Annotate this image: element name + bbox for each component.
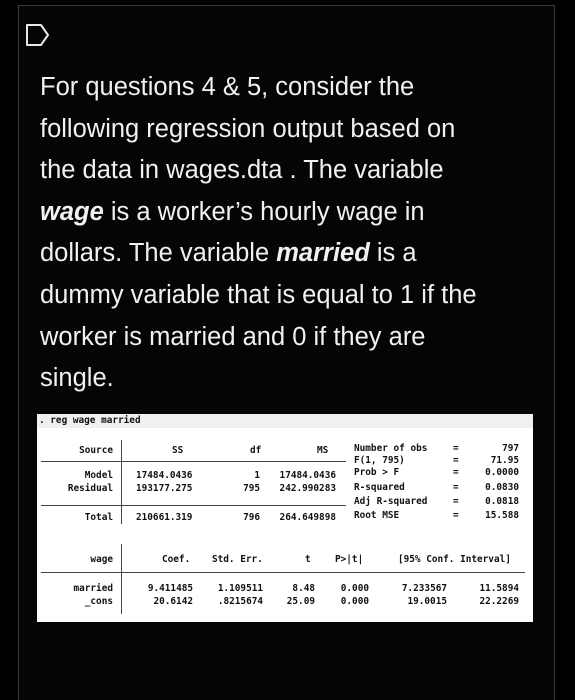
question-line-7: worker is married and 0 if they are bbox=[40, 322, 426, 351]
row-cons-p: 0.000 bbox=[340, 596, 369, 607]
stat-value: 0.0818 bbox=[485, 496, 519, 507]
anova-divider bbox=[121, 440, 122, 524]
row-residual-ss: 193177.275 bbox=[136, 483, 193, 494]
stat-label: F(1, 795) bbox=[354, 455, 405, 466]
row-cons-ci-low: 19.0015 bbox=[407, 596, 447, 607]
header-p: P>|t| bbox=[335, 554, 364, 565]
row-residual-ms: 242.990283 bbox=[279, 483, 336, 494]
row-married-t: 8.48 bbox=[292, 583, 315, 594]
question-line-5-start: dollars. The variable bbox=[40, 239, 277, 268]
row-residual-df: 795 bbox=[243, 483, 260, 494]
row-total-df: 796 bbox=[243, 512, 260, 523]
stat-label: Prob > F bbox=[354, 467, 400, 478]
question-line-5-end: is a bbox=[369, 239, 417, 268]
row-model-ss: 17484.0436 bbox=[136, 470, 193, 481]
row-residual-source: Residual bbox=[67, 483, 113, 494]
row-cons-se: .8215674 bbox=[217, 596, 263, 607]
header-ss: SS bbox=[172, 445, 184, 456]
row-married-se: 1.109511 bbox=[217, 583, 263, 594]
stata-command: . reg wage married bbox=[37, 414, 533, 428]
header-ms: MS bbox=[317, 445, 329, 456]
variable-wage: wage bbox=[40, 197, 104, 226]
header-t: t bbox=[305, 554, 311, 565]
variable-married: married bbox=[276, 239, 370, 268]
question-line-5 bbox=[40, 233, 540, 275]
anova-rule-2 bbox=[41, 505, 346, 506]
row-married-p: 0.000 bbox=[340, 583, 369, 594]
header-std-err: Std. Err. bbox=[212, 554, 263, 565]
header-df: df bbox=[250, 445, 262, 456]
stat-eq: = bbox=[453, 467, 459, 478]
anova-rule-1 bbox=[41, 461, 346, 462]
row-married-ci-low: 7.233567 bbox=[401, 583, 447, 594]
stat-value: 0.0000 bbox=[485, 467, 519, 478]
stat-value: 797 bbox=[502, 443, 519, 454]
row-cons-t: 25.09 bbox=[286, 596, 315, 607]
row-total-source: Total bbox=[84, 512, 113, 523]
stat-label: R-squared bbox=[354, 482, 405, 493]
row-model-source: Model bbox=[84, 470, 113, 481]
question-line-4 bbox=[40, 192, 540, 234]
question-line-1: For questions 4 & 5, consider the bbox=[40, 73, 415, 101]
stat-label: Adj R-squared bbox=[354, 496, 428, 507]
row-married-coef: 9.411485 bbox=[147, 583, 193, 594]
question-line-8: single. bbox=[40, 364, 114, 393]
row-cons-ci-high: 22.2269 bbox=[479, 596, 519, 607]
stat-value: 0.0830 bbox=[485, 482, 519, 493]
stat-label: Number of obs bbox=[354, 443, 428, 454]
stat-value: 71.95 bbox=[490, 455, 519, 466]
row-cons-var: _cons bbox=[84, 596, 113, 607]
row-married-var: married bbox=[73, 583, 113, 594]
header-coef: Coef. bbox=[162, 554, 191, 565]
question-line-4-rest: is a worker’s hourly wage in bbox=[103, 197, 425, 226]
stat-eq: = bbox=[453, 496, 459, 507]
question-line-6: dummy variable that is equal to 1 if the bbox=[40, 280, 477, 309]
stat-eq: = bbox=[453, 482, 459, 493]
header-wage: wage bbox=[90, 554, 113, 565]
header-source: Source bbox=[79, 445, 113, 456]
stat-label: Root MSE bbox=[354, 510, 400, 521]
row-model-df: 1 bbox=[254, 470, 260, 481]
flag-icon[interactable] bbox=[23, 21, 51, 49]
stat-eq: = bbox=[453, 510, 459, 521]
row-married-ci-high: 11.5894 bbox=[479, 583, 519, 594]
question-text bbox=[40, 67, 540, 400]
stat-eq: = bbox=[453, 455, 459, 466]
regression-output bbox=[37, 414, 533, 622]
coef-divider bbox=[121, 544, 122, 614]
stat-value: 15.588 bbox=[485, 510, 519, 521]
row-cons-coef: 20.6142 bbox=[153, 596, 193, 607]
row-model-ms: 17484.0436 bbox=[279, 470, 336, 481]
header-ci: [95% Conf. Interval] bbox=[398, 554, 511, 565]
question-line-2: following regression output based on bbox=[40, 114, 456, 143]
stat-eq: = bbox=[453, 443, 459, 454]
row-total-ms: 264.649898 bbox=[279, 512, 336, 523]
question-line-3: the data in wages.dta . The variable bbox=[40, 156, 444, 185]
row-total-ss: 210661.319 bbox=[136, 512, 193, 523]
coef-rule bbox=[41, 572, 525, 573]
